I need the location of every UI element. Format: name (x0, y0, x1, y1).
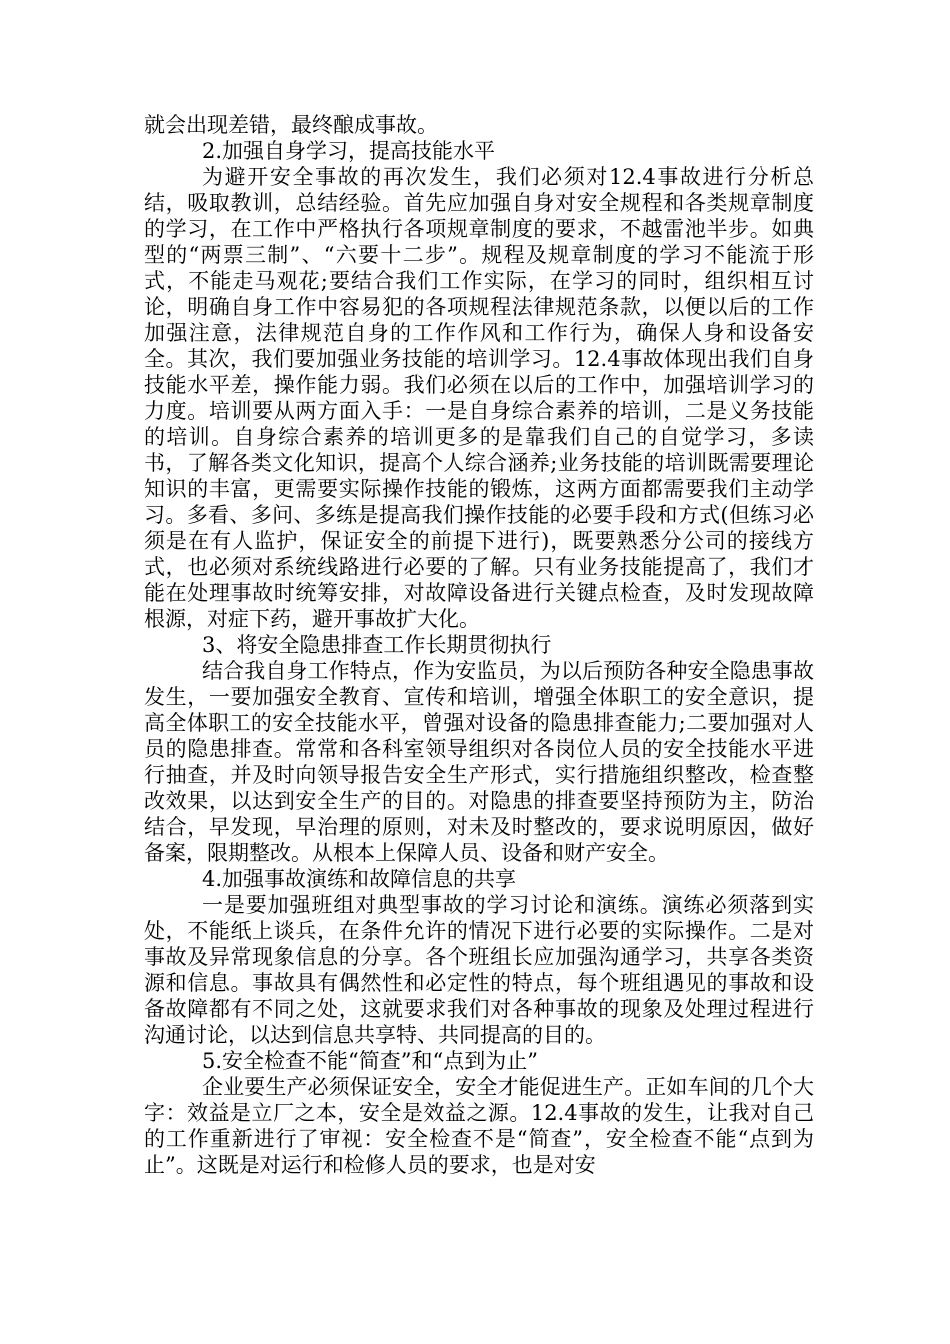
paragraph-hazard-inspection: 结合我自身工作特点，作为安监员，为以后预防各种安全隐患事故发生，一要加强安全教育、宣传和培训，增强全体职工的安全意识，提高全体职工的安全技能水平，曾强对设备的隐患排查能力;二要加强对人员的隐患排查。常常和各科室领导组织对各岗位人员的安全技能水平进行抽查，并及时向领导报告安全生产形式，实行措施组织整改，检查整改效果，以达到安全生产的目的。对隐患的排查要坚持预防为主，防治结合，早发现，早治理的原则，对未及时整改的，要求说明原因，做好备案，限期整改。从根本上保障人员、设备和财产安全。 (144, 659, 814, 865)
paragraph-drills-sharing: 一是要加强班组对典型事故的学习讨论和演练。演练必须落到实处，不能纸上谈兵，在条件允许的情况下进行必要的实际操作。二是对事故及异常现象信息的分享。各个班组长应加强沟通学习，共享各类资源和信息。事故具有偶然性和必定性的特点，每个班组遇见的事故和设备故障都有不同之处，这就要求我们对各种事故的现象及处理过程进行沟通讨论，以达到信息共享特、共同提高的目的。 (144, 893, 814, 1047)
paragraph-self-study: 为避开安全事故的再次发生，我们必须对12.4事故进行分析总结，吸取教训，总结经验。首先应加强自身对安全规程和各类规章制度的学习，在工作中严格执行各项规章制度的要求，不越雷池半步。如典型的“两票三制”、“六要十二步”。规程及规章制度的学习不能流于形式，不能走马观花;要结合我们工作实际，在学习的同时，组织相互讨论，明确自身工作中容易犯的各项规程法律规范条款，以便以后的工作加强注意，法律规范自身的工作作风和工作行为，确保人身和设备安全。其次，我们要加强业务技能的培训学习。12.4事故体现出我们自身技能水平差，操作能力弱。我们必须在以后的工作中，加强培训学习的力度。培训要从两方面入手：一是自身综合素养的培训，二是义务技能的培训。自身综合素养的培训更多的是靠我们自己的自觉学习，多读书，了解各类文化知识，提高个人综合涵养;业务技能的培训既需要理论知识的丰富，更需要实际操作技能的锻炼，这两方面都需要我们主动学习。多看、多问、多练是提高我们操作技能的必要手段和方式(但练习必须是在有人监护，保证安全的前提下进行)，既要熟悉分公司的接线方式，也必须对系统线路进行必要的了解。只有业务技能提高了，我们才能在处理事故时统筹安排，对故障设备进行关键点检查，及时发现故障根源，对症下药，避开事故扩大化。 (144, 165, 814, 631)
document-body (144, 112, 814, 1178)
section-heading-3: 3、将安全隐患排查工作长期贯彻执行 (202, 633, 552, 657)
section-heading-4: 4.加强事故演练和故障信息的共享 (202, 867, 517, 891)
section-heading-5: 5.安全检查不能“简查”和“点到为止” (202, 1049, 538, 1073)
paragraph-continuation: 就会出现差错，最终酿成事故。 (144, 113, 438, 137)
paragraph-safety-check: 企业要生产必须保证安全，安全才能促进生产。正如车间的几个大字：效益是立厂之本，安全是效益之源。12.4事故的发生，让我对自己的工作重新进行了审视：安全检查不是“简查”，安全检查不能“点到为止”。这既是对运行和检修人员的要求，也是对安 (144, 1075, 814, 1177)
section-heading-2: 2.加强自身学习，提高技能水平 (202, 139, 496, 163)
